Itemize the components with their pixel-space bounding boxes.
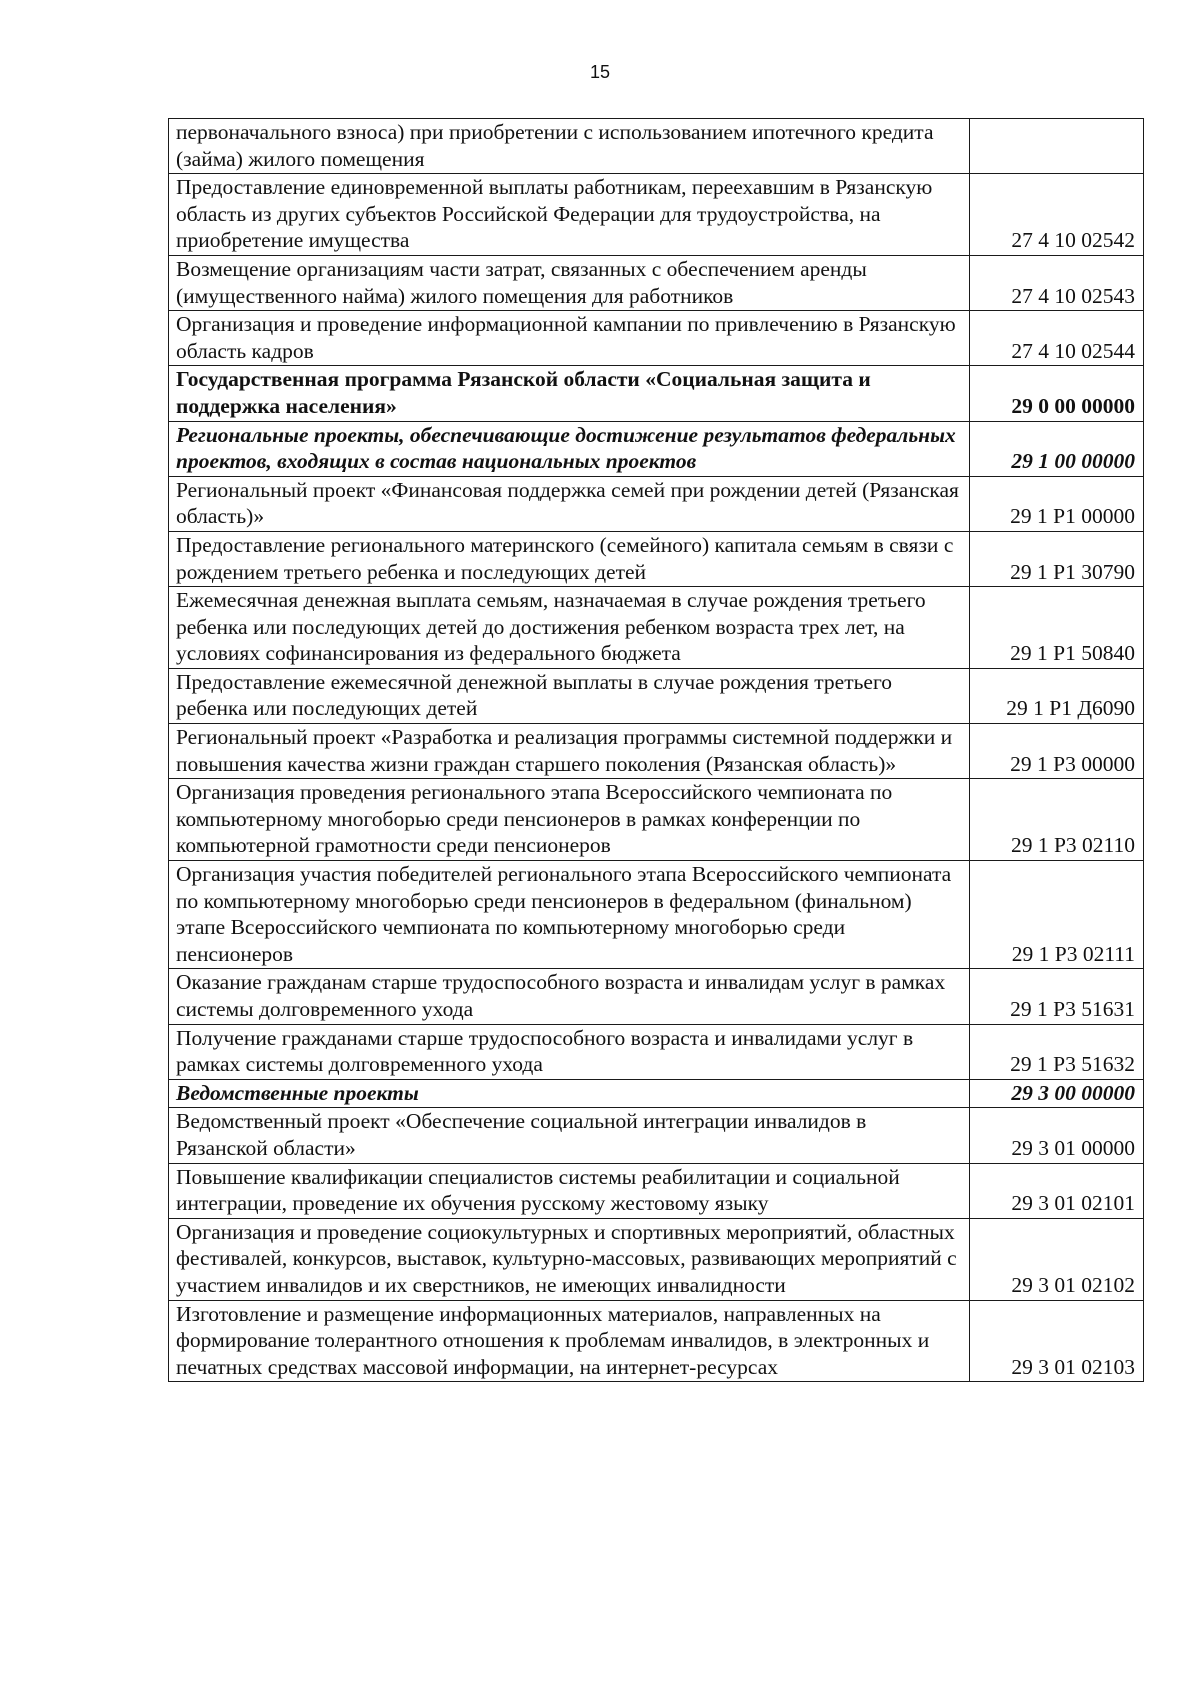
row-name: Государственная программа Рязанской области «Социальная защита и поддержка населения»: [169, 366, 970, 421]
row-code: 29 1 00 00000: [970, 421, 1144, 476]
table-row: [169, 1079, 1144, 1108]
row-code: 29 3 01 02101: [970, 1163, 1144, 1218]
table-row: [169, 119, 1144, 174]
row-name: Предоставление единовременной выплаты работникам, переехавшим в Рязанскую область из других субъектов Российской Федерации для трудоустройства, на приобретение имущества: [169, 174, 970, 256]
row-name: Организация проведения регионального этапа Всероссийского чемпионата по компьютерному многоборью среди пенсионеров в рамках конференции по компьютерной грамотности среди пенсионеров: [169, 779, 970, 861]
row-name: Организация участия победителей регионального этапа Всероссийского чемпионата по компьютерному многоборью среди пенсионеров в федеральном (финальном) этапе Всероссийского чемпионата по компьютерному многоборью среди пенсионеров: [169, 861, 970, 969]
row-code: 29 3 01 02102: [970, 1218, 1144, 1300]
table-row: [169, 174, 1144, 256]
table-row: [169, 476, 1144, 531]
row-name: Ведомственные проекты: [169, 1079, 970, 1108]
row-name: Ведомственный проект «Обеспечение социальной интеграции инвалидов в Рязанской области»: [169, 1108, 970, 1163]
table-row: [169, 1108, 1144, 1163]
row-name: Повышение квалификации специалистов системы реабилитации и социальной интеграции, проведение их обучения русскому жестовому языку: [169, 1163, 970, 1218]
row-name: Организация и проведение социокультурных и спортивных мероприятий, областных фестивалей, конкурсов, выставок, культурно-массовых, развивающих мероприятий с участием инвалидов и их сверстников, не имеющих инвалидности: [169, 1218, 970, 1300]
table-row: [169, 779, 1144, 861]
row-name: Региональные проекты, обеспечивающие достижение результатов федеральных проектов, входящих в состав национальных проектов: [169, 421, 970, 476]
row-code: [970, 119, 1144, 174]
row-name: Ежемесячная денежная выплата семьям, назначаемая в случае рождения третьего ребенка или последующих детей до достижения ребенком возраста трех лет, на условиях софинансирования из федерального бюджета: [169, 587, 970, 669]
row-code: 29 1 Р1 Д6090: [970, 668, 1144, 723]
table-row: [169, 1218, 1144, 1300]
table-body: [169, 119, 1144, 1382]
row-name: Получение гражданами старше трудоспособного возраста и инвалидами услуг в рамках системы долговременного ухода: [169, 1024, 970, 1079]
table-row: [169, 421, 1144, 476]
table-row: [169, 1300, 1144, 1382]
row-code: 27 4 10 02544: [970, 311, 1144, 366]
row-code: 29 1 Р3 51631: [970, 969, 1144, 1024]
row-code: 29 3 01 02103: [970, 1300, 1144, 1382]
table-row: [169, 1163, 1144, 1218]
page-number: 15: [589, 62, 611, 82]
table-row: [169, 587, 1144, 669]
row-code: 29 0 00 00000: [970, 366, 1144, 421]
row-code: 29 1 Р3 51632: [970, 1024, 1144, 1079]
table-row: [169, 969, 1144, 1024]
table-row: [169, 255, 1144, 310]
table-row: [169, 724, 1144, 779]
row-code: 29 1 Р3 02111: [970, 861, 1144, 969]
row-code: 29 3 01 00000: [970, 1108, 1144, 1163]
row-code: 29 1 Р1 50840: [970, 587, 1144, 669]
row-code: 27 4 10 02542: [970, 174, 1144, 256]
row-code: 29 1 Р3 02110: [970, 779, 1144, 861]
row-code: 29 1 Р1 30790: [970, 531, 1144, 586]
row-name: Предоставление регионального материнского (семейного) капитала семьям в связи с рождением третьего ребенка и последующих детей: [169, 531, 970, 586]
table-row: [169, 668, 1144, 723]
table-row: [169, 531, 1144, 586]
row-name: Организация и проведение информационной кампании по привлечению в Рязанскую область кадров: [169, 311, 970, 366]
row-code: 29 1 Р3 00000: [970, 724, 1144, 779]
table-row: [169, 861, 1144, 969]
row-name: Изготовление и размещение информационных материалов, направленных на формирование толерантного отношения к проблемам инвалидов, в электронных и печатных средствах массовой информации, на интернет-ресурсах: [169, 1300, 970, 1382]
row-code: 29 1 Р1 00000: [970, 476, 1144, 531]
table-row: [169, 311, 1144, 366]
row-name: Региональный проект «Разработка и реализация программы системной поддержки и повышения качества жизни граждан старшего поколения (Рязанская область)»: [169, 724, 970, 779]
row-name: Региональный проект «Финансовая поддержка семей при рождении детей (Рязанская область)»: [169, 476, 970, 531]
table-row: [169, 1024, 1144, 1079]
row-name: Возмещение организациям части затрат, связанных с обеспечением аренды (имущественного найма) жилого помещения для работников: [169, 255, 970, 310]
row-code: 27 4 10 02543: [970, 255, 1144, 310]
table-row: [169, 366, 1144, 421]
row-name: первоначального взноса) при приобретении с использованием ипотечного кредита (займа) жилого помещения: [169, 119, 970, 174]
row-name: Оказание гражданам старше трудоспособного возраста и инвалидам услуг в рамках системы долговременного ухода: [169, 969, 970, 1024]
row-name: Предоставление ежемесячной денежной выплаты в случае рождения третьего ребенка или последующих детей: [169, 668, 970, 723]
budget-classification-table: [168, 118, 1144, 1382]
row-code: 29 3 00 00000: [970, 1079, 1144, 1108]
